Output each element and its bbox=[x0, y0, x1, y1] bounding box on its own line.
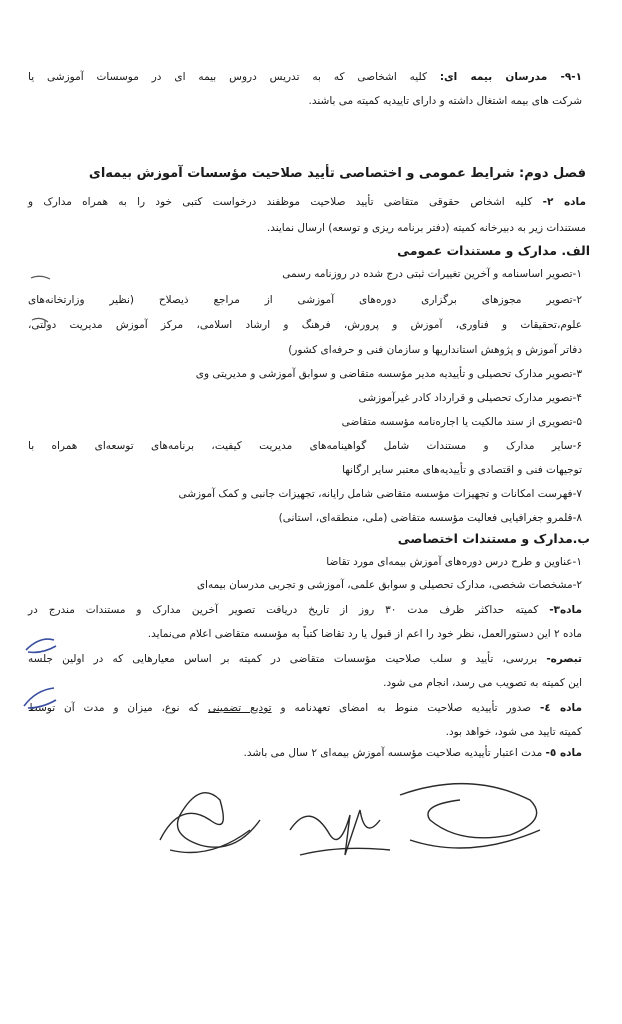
check-mark-icon bbox=[20, 632, 60, 658]
article-5-label: ماده ٥- bbox=[545, 747, 582, 759]
chapter-title: فصل دوم: شرایط عمومی و اختصاصی تأیید صلاحیت مؤسسات آموزش بیمه‌ای bbox=[88, 166, 586, 181]
article-5-line bbox=[40, 746, 582, 760]
article-2-label: ماده ۲- bbox=[542, 196, 586, 208]
section-a-title: الف. مدارک و مستندات عمومی bbox=[397, 243, 590, 258]
section-a-item: ۴-تصویر مدارک تحصیلی و قرارداد کادر غیرآموزشی bbox=[358, 392, 582, 404]
section-a-item: ۶-سایر مدارک و مستندات شامل گواهینامه‌های مدیریت کیفیت، برنامه‌های توسعه‌ای همراه با bbox=[28, 440, 582, 452]
section-a-item: ۲-تصویر مجوزهای برگزاری دوره‌های آموزشی از مراجع ذیصلاح (نظیر وزارتخانه‌های bbox=[28, 294, 582, 306]
note-text: بررسی، تأیید و سلب صلاحیت مؤسسات متقاضی در کمیته بر اساس معیارهایی که در اولین جلسه bbox=[28, 653, 547, 665]
section-a-item: ۱-تصویر اساسنامه و آخرین تغییرات ثبتی درج شده در روزنامه رسمی bbox=[282, 268, 582, 280]
intro-bold-label: ۹-۱- مدرسان بیمه ای: bbox=[439, 71, 582, 83]
article-4-line-1 bbox=[28, 701, 582, 715]
article-4-text-a: صدور تأییدیه صلاحیت منوط به امضای تعهدنامه و bbox=[271, 702, 540, 714]
section-a-item: ۷-فهرست امکانات و تجهیزات مؤسسه متقاضی شامل رایانه، تجهیزات جانبی و کمک آموزشی bbox=[178, 488, 582, 500]
section-a-item: توجیهات فنی و اقتصادی و تأییدیه‌های معتبر سایر ارگانها bbox=[342, 464, 582, 476]
article-3-label: ماده۳- bbox=[549, 604, 582, 616]
article-3-text: کمیته حداکثر ظرف مدت ۳۰ روز از تاریخ دریافت تصویر آخرین مدارک و مستندات مندرج در bbox=[28, 604, 550, 616]
article-4-underlined: تودیع تضمینی bbox=[207, 702, 272, 714]
article-5-text: مدت اعتبار تأییدیه صلاحیت مؤسسه آموزش بیمه‌ای ۲ سال می باشد. bbox=[243, 747, 546, 759]
section-a-item: علوم،تحقیقات و فناوری، آموزش و پرورش، فرهنگ و ارشاد اسلامی، مرکز آموزش مدیریت دولتی، bbox=[28, 319, 582, 331]
signatures bbox=[140, 760, 560, 870]
note-line-2: این کمیته به تصویب می رسد، انجام می شود. bbox=[383, 677, 582, 689]
article-4-text-b: که نوع، میزان و مدت آن توسط bbox=[28, 702, 208, 714]
article-3-line-1 bbox=[28, 603, 582, 617]
section-b-item: ۱-عناوین و طرح درس دوره‌های آموزش بیمه‌ای مورد تقاضا bbox=[326, 556, 582, 568]
section-a-item: ۳-تصویر مدارک تحصیلی و تأییدیه مدیر مؤسسه متقاضی و سوابق آموزشی و مدیریتی وی bbox=[195, 368, 582, 380]
signature-middle bbox=[290, 810, 390, 855]
intro-line-1 bbox=[28, 70, 582, 84]
article-2-text: کلیه اشخاص حقوقی متقاضی تأیید صلاحیت موظفند درخواست کتبی خود را به همراه مدارک و bbox=[28, 196, 543, 208]
intro-text: کلیه اشخاصی که به تدریس دروس بیمه ای در موسسات آموزشی یا bbox=[28, 71, 440, 83]
section-a-item: دفاتر آموزش و پژوهش استانداریها و سازمان فنی و حرفه‌ای کشور) bbox=[288, 344, 582, 356]
check-mark-icon bbox=[18, 684, 60, 714]
note-line-1 bbox=[28, 652, 582, 666]
article-4-label: ماده ٤- bbox=[539, 702, 582, 714]
signature-left bbox=[160, 793, 260, 853]
section-b-item: ۲-مشخصات شخصی، مدارک تحصیلی و سوابق علمی، آموزشی و تجربی مدرسان بیمه‌ای bbox=[196, 579, 582, 591]
intro-line-2: شرکت های بیمه اشتغال داشته و دارای تاییدیه کمیته می باشند. bbox=[308, 95, 582, 107]
margin-dash-mark bbox=[28, 270, 58, 330]
section-b-title: ب.مدارک و مستندات اختصاصی bbox=[397, 531, 590, 546]
article-2-line-2: مستندات زیر به دبیرخانه کمیته (دفتر برنامه ریزی و توسعه) ارسال نمایند. bbox=[266, 222, 586, 234]
note-label: تبصره- bbox=[546, 653, 582, 665]
article-2-line-1 bbox=[28, 195, 586, 209]
section-a-item: ۵-تصویری از سند مالکیت یا اجاره‌نامه مؤسسه متقاضی bbox=[341, 416, 582, 428]
article-3-line-2: ماده ۲ این دستورالعمل، نظر خود را اعم از قبول یا رد تقاضا کتباً به مؤسسه متقاضی اعلام می‌نماید. bbox=[147, 628, 582, 640]
section-a-item: ۸-قلمرو جغرافیایی فعالیت مؤسسه متقاضی (ملی، منطقه‌ای، استانی) bbox=[278, 512, 582, 524]
article-4-line-2: کمیته تایید می شود، خواهد بود. bbox=[445, 726, 582, 738]
signature-right bbox=[400, 784, 540, 848]
